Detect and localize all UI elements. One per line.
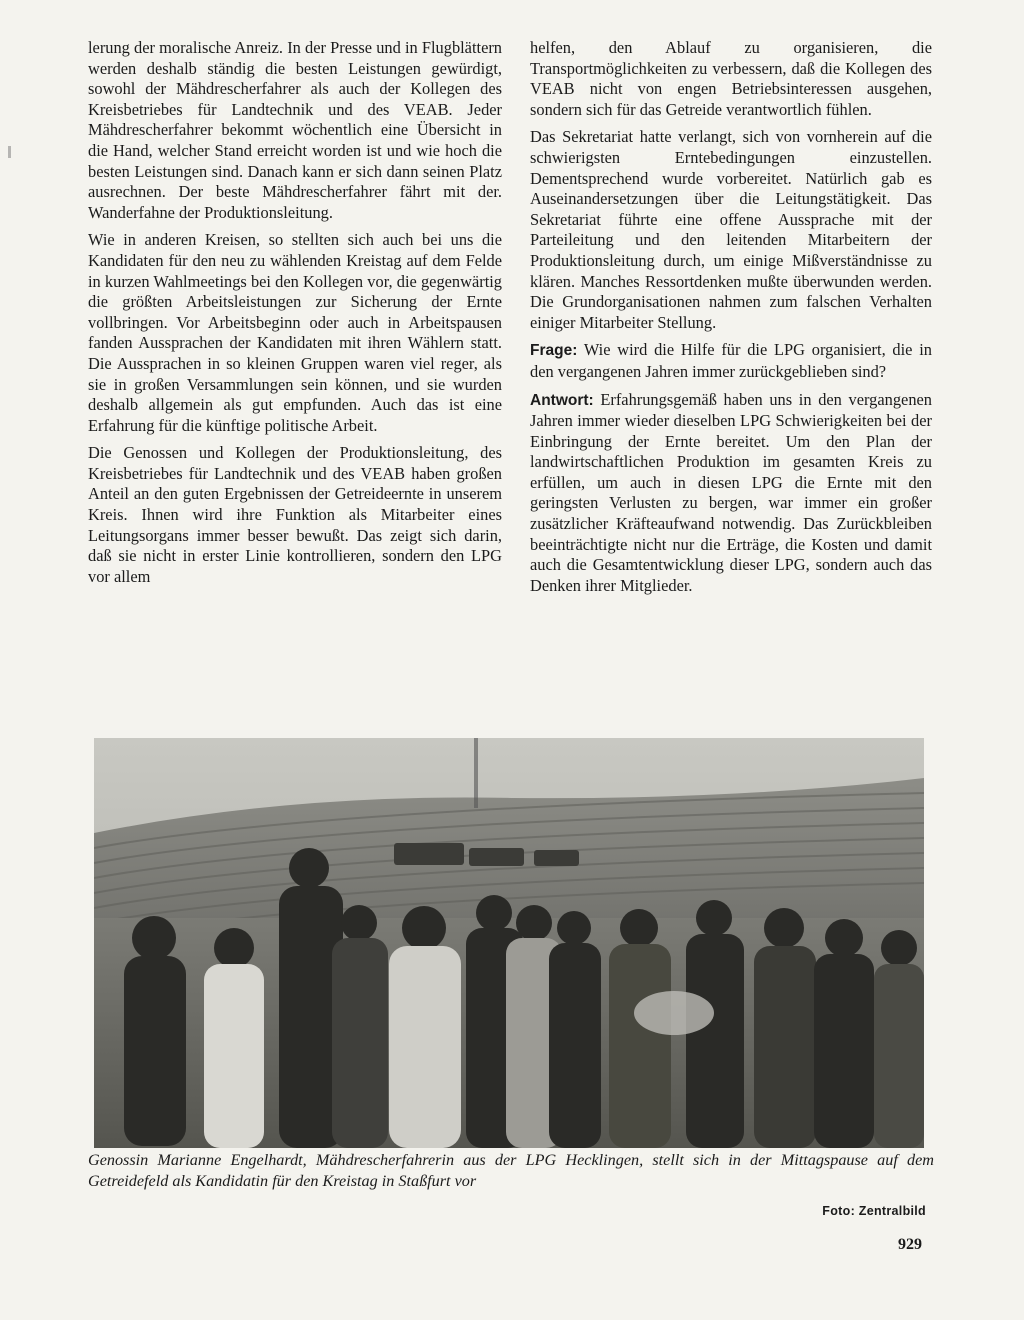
photo-caption: Genossin Marianne Engelhardt, Mähdrescherfahrerin aus der LPG Hecklingen, stellt sich in der Mittagspause auf dem Getreidefeld als Kandidatin für den Kreistag in Staßfurt vor [88,1151,934,1190]
paragraph: Das Sekretariat hatte verlangt, sich von vornherein auf die schwierigsten Erntebedingungen einzustellen. Dementsprechend wurde vorbereitet. Natürlich gab es Auseinandersetzungen über die Leitungstätigkeit. Das Sekretariat führte eine offene Aussprache mit der Parteileitung und den leitenden Mitarbeitern der Produktionsleitung durch, um einige Mißverständnisse zu klären. Manches Ressortdenken mußte überwunden werden. Die Grundorganisationen nahmen zum falschen Verhalten einiger Mitarbeiter Stellung. [530,127,932,332]
paragraph: Wie in anderen Kreisen, so stellten sich auch bei uns die Kandidaten für den neu zu wählenden Kreistag auf dem Felde in kurzen Wahlmeetings bei den Kollegen vor, die gegenwärtig die größten Arbeitsleistungen zur Sicherung der Ernte vollbringen. Vor Arbeitsbeginn oder auch in Arbeitspausen fanden Aussprachen der Kandidaten mit ihren Wählern statt. Die Aussprachen in so kleinen Gruppen waren viel reger, als sie in großen Versammlungen sein können, und sie wurden deshalb allgemein als gut empfunden. Auch das ist eine Erfahrung für die künftige politische Arbeit. [88,230,502,435]
answer-text: Erfahrungsgemäß haben uns in den vergangenen Jahren immer wieder dieselben LPG Schwierigkeiten bei der Einbringung der Ernte bereitet. Um den Plan der landwirtschaftlichen Produktion im gesamten Kreis zu erfüllen, um auch in diesen LPG die Ernte mit den geringsten Verlusten zu bergen, war immer ein großer zusätzlicher Kräfteaufwand notwendig. Das Zurückbleiben beeinträchtigte nicht nur die Erträge, die Kosten und damit auch die Gesamtentwicklung dieser LPG, sondern auch das Denken ihrer Mitglieder. [530,389,932,595]
question-text: Wie wird die Hilfe für die LPG organisiert, die in den vergangenen Jahren immer zurückgeblieben sind? [530,340,932,381]
paragraph: lerung der moralische Anreiz. In der Presse und in Flugblättern werden deshalb ständig die besten Leistungen gewürdigt, sowohl der Mähdrescherfahrer als auch der Kollegen des Kreisbetriebes für Landtechnik und des VEAB. Jeder Mähdrescherfahrer bekommt wöchentlich eine Übersicht in die Hand, welcher Stand erreicht worden ist und wie hoch die besten Leistungen sind. Danach kann er sich dann seinen Platz ausrechnen. Der beste Mähdrescherfahrer fährt mit der. Wanderfahne der Produktionsleitung. [88,38,502,222]
paragraph: Die Genossen und Kollegen der Produktionsleitung, des Kreisbetriebes für Landtechnik und des VEAB haben großen Anteil an den guten Ergebnissen der Getreideernte in unserem Kreis. Ihnen wird ihre Funktion als Mitarbeiter eines Leitungsorgans immer besser bewußt. Das zeigt sich darin, daß sie nicht in erster Linie kontrollieren, sondern den LPG vor allem [88,443,502,586]
page-number: 929 [898,1236,922,1253]
left-column [88,38,502,594]
paragraph: helfen, den Ablauf zu organisieren, die Transportmöglichkeiten zu verbessern, daß die Kollegen des VEAB nicht von engen Betriebsinteressen ausgehen, sondern sich für das Getreide verantwortlich fühlen. [530,38,932,119]
photo-credit: Foto: Zentralbild [822,1204,926,1218]
question-label: Frage: [530,342,578,360]
answer-label: Antwort: [530,391,594,409]
right-column [530,38,932,603]
photo-illustration [94,738,924,1148]
answer-paragraph [530,390,932,597]
news-photo [94,738,924,1148]
question-paragraph [530,340,932,382]
scan-speck [8,146,11,158]
